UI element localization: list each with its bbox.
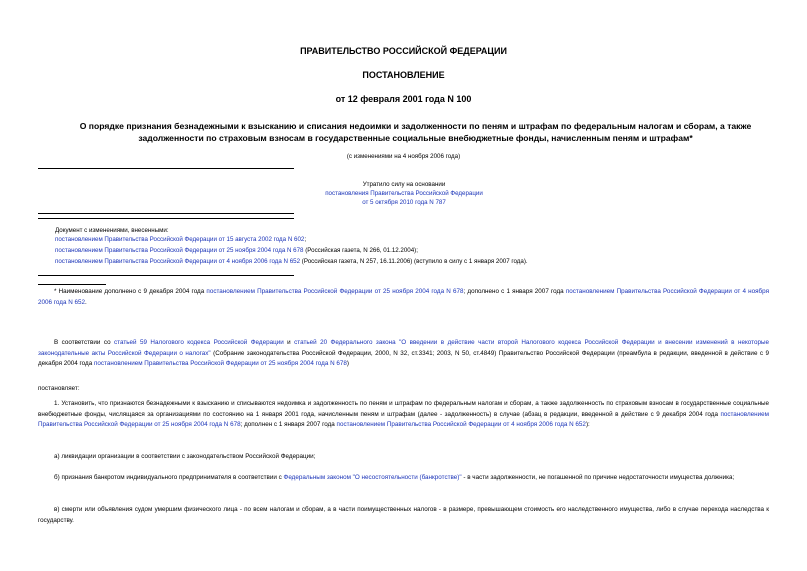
changes-link[interactable]: постановлением Правительства Российской Федерации от 4 ноября 2006 года N 652 xyxy=(55,258,301,265)
footnote-link[interactable]: постановлением Правительства Российской Федерации от 4 ноября 2006 года N 652 xyxy=(38,288,769,306)
doc-title-line2: задолженности по страховым взносам в государственные социальные внебюджетные фонды, начисленным пеням и штрафам* xyxy=(138,133,693,143)
changes-item: постановлением Правительства Российской Федерации от 15 августа 2002 года N 602; xyxy=(55,236,307,243)
divider xyxy=(38,168,294,169)
resolves-text: постановляет: xyxy=(38,385,80,392)
divider xyxy=(38,218,294,219)
org-heading: ПРАВИТЕЛЬСТВО РОССИЙСКОЙ ФЕДЕРАЦИИ xyxy=(300,46,507,56)
item-1-link[interactable]: постановлением Правительства Российской Федерации от 25 ноября 2004 года N 678 xyxy=(38,410,769,429)
footnote-divider xyxy=(38,284,106,285)
footnote: * Наименование дополнено с 9 декабря 2004 года постановлением Правительства Российской Федерации от 25 ноября 2004 года N 678; дополнено с 1 января 2007 года постановлением Правительства Российской Федерации от 4 ноября 2006 года N 652. xyxy=(38,288,769,306)
lost-force-text: Утратило силу на основании xyxy=(362,181,446,188)
doc-type-heading: ПОСТАНОВЛЕНИЕ xyxy=(362,70,445,80)
divider xyxy=(38,213,294,214)
changes-item: постановлением Правительства Российской Федерации от 25 ноября 2004 года N 678 (Российская газета, N 266, 01.12.2004); xyxy=(55,247,418,254)
lost-force-link[interactable]: постановления Правительства Российской Федерации xyxy=(325,190,483,197)
preamble-link[interactable]: статьей 20 Федерального закона "О введении в действие части второй Налогового кодекса Российской Федерации и внесении изменений в некоторые законодательные акты Российской Федерации о налогах" xyxy=(38,339,769,357)
changes-intro: Документ с изменениями, внесенными: xyxy=(55,227,169,234)
preamble-link[interactable]: постановлением Правительства Российской Федерации от 25 ноября 2004 года N 678 xyxy=(93,360,347,368)
changes-link[interactable]: постановлением Правительства Российской Федерации от 15 августа 2002 года N 602 xyxy=(55,236,305,243)
preamble-link[interactable]: статьей 59 Налогового кодекса Российской Федерации xyxy=(114,339,284,346)
changes-block xyxy=(55,226,755,266)
item-a: а) ликвидации организации в соответствии с законодательством Российской Федерации; xyxy=(54,453,316,460)
item-1: 1. Установить, что признаются безнадежными к взысканию и списываются недоимка и задолженность по пеням и штрафам по федеральным налогам и сборам, а также задолженность по страховым взносам в государственные социальные внебюджетные фонды, числящаяся за организациями по состоянию на 1 января 2001 года, начисленным пеням и штрафам (далее - задолженность) в случае (абзац в редакции, введенной в действие с 9 декабря 2004 года постановлением Правительства Российской Федерации от 25 ноября 2004 года N 678; дополнен с 1 января 2007 года постановлением Правительства Российской Федерации от 4 ноября 2006 года N 652): xyxy=(38,400,769,429)
date-number-heading: от 12 февраля 2001 года N 100 xyxy=(335,94,472,104)
item-b-link[interactable]: Федеральным законом "О несостоятельности (банкротстве)" xyxy=(283,474,462,481)
amendments-note: (с изменениями на 4 ноября 2006 года) xyxy=(346,153,461,160)
lost-force-link-date[interactable]: от 5 октября 2010 года N 787 xyxy=(362,199,446,206)
item-c: в) смерти или объявления судом умершим физического лица - по всем налогам и сборам, а в части поимущественных налогов - в размере, превышающем стоимость его наследственного имущества, либо в случае перехода наследства к государству. xyxy=(38,506,769,524)
changes-item: постановлением Правительства Российской Федерации от 4 ноября 2006 года N 652 (Российская газета, N 257, 16.11.2006) (вступило в силу с 1 января 2007 года). xyxy=(55,258,528,265)
item-b: б) признания банкротом индивидуального предпринимателя в соответствии с Федеральным законом "О несостоятельности (банкротстве)" - в части задолженности, не погашенной по причине недостаточности имущества должника; xyxy=(54,474,735,481)
lost-force-block xyxy=(274,180,534,207)
item-1-link[interactable]: постановлением Правительства Российской Федерации от 4 ноября 2006 года N 652 xyxy=(336,421,586,429)
preamble: В соответствии со статьей 59 Налогового кодекса Российской Федерации и статьей 20 Федерального закона "О введении в действие части второй Налогового кодекса Российской Федерации и внесении изменений в некоторые законодательные акты Российской Федерации о налогах" (Собрание законодательства Российской Федерации, 2000, N 32, ст.3341; 2003, N 50, ст.4849) Правительство Российской Федерации (преамбула в редакции, введенной в действие с 9 декабря 2004 года постановлением Правительства Российской Федерации от 25 ноября 2004 года N 678) xyxy=(38,339,769,368)
changes-link[interactable]: постановлением Правительства Российской Федерации от 25 ноября 2004 года N 678 xyxy=(55,247,304,254)
footnote-link[interactable]: постановлением Правительства Российской Федерации от 25 ноября 2004 года N 678 xyxy=(206,288,464,295)
divider xyxy=(38,275,294,276)
doc-title-line1: О порядке признания безнадежными к взысканию и списания недоимки и задолженности по пеням и штрафам по федеральным налогам и сборам, а также xyxy=(79,121,752,131)
